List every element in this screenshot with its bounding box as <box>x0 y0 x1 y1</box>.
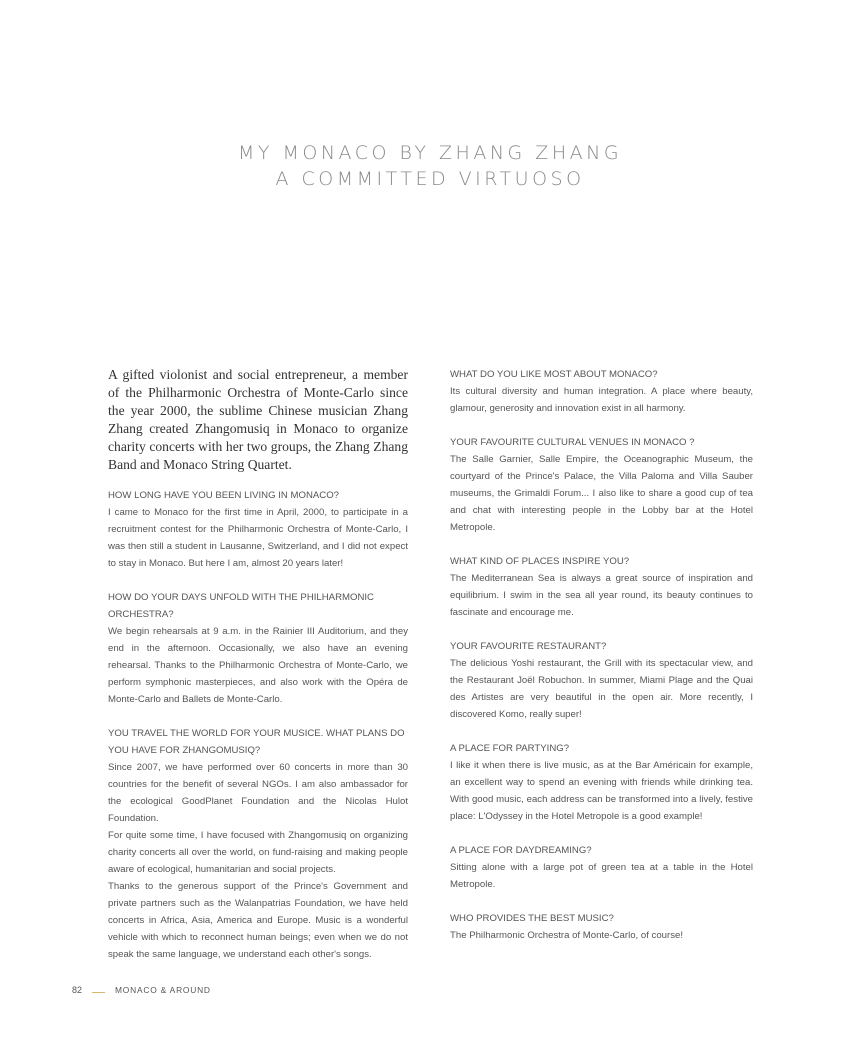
answer: The delicious Yoshi restaurant, the Grill with its spectacular view, and the Restaurant Joël Robuchon. In summer, Miami Plage and the Quai des Artistes are very beautiful in the open air. More recently, I discovered Komo, really super! <box>450 658 753 720</box>
section-name: MONACO & AROUND <box>115 985 211 995</box>
answer: I came to Monaco for the first time in April, 2000, to participate in a recruitment contest for the Philharmonic Orchestra of Monte-Carlo, I was then still a student in Lausanne, Switzerland, and I did not expect to stay in Monaco. But here I am, almost 20 years later! <box>108 507 408 569</box>
qa-block <box>108 589 408 708</box>
answer: The Philharmonic Orchestra of Monte-Carlo, of course! <box>450 930 684 941</box>
answer: The Mediterranean Sea is always a great source of inspiration and equilibrium. I swim in the sea all year round, its beauty continues to fascinate and encourage me. <box>450 573 753 618</box>
question: YOU TRAVEL THE WORLD FOR YOUR MUSICE. WHAT PLANS DO YOU HAVE FOR ZHANGOMUSIQ? <box>108 728 405 756</box>
qa-block <box>108 487 408 572</box>
answer: I like it when there is live music, as at the Bar Américain for example, an excellent way to spend an evening with friends while drinking tea. With good music, each address can be transformed into a lively, festive place: L'Odyssey in the Hotel Metropole is a good example! <box>450 760 753 822</box>
qa-block <box>450 638 753 723</box>
answer: Thanks to the generous support of the Prince's Government and private partners such as the Walanpatrias Foundation, we have held concerts in Africa, Asia, America and Europe. Music is a wonderful vehicle with which to reconnect human beings; even when we do not speak the same language, we understand each other's songs. <box>108 881 408 960</box>
question: WHO PROVIDES THE BEST MUSIC? <box>450 913 614 924</box>
footer-rule <box>92 992 105 993</box>
qa-block <box>450 366 753 417</box>
title-line-2: A COMMITTED VIRTUOSO <box>275 168 585 190</box>
left-qa-list <box>108 487 408 963</box>
question: WHAT KIND OF PLACES INSPIRE YOU? <box>450 556 630 567</box>
answer: For quite some time, I have focused with Zhangomusiq on organizing charity concerts all over the world, on fund-raising and making people aware of ecological, humanitarian and social projects. <box>108 830 408 875</box>
answer: Since 2007, we have performed over 60 concerts in more than 30 countries for the benefit of several NGOs. I am also ambassador for the ecological GoodPlanet Foundation and the Nicolas Hulot Foundation. <box>108 762 408 824</box>
left-column <box>108 366 408 980</box>
page-title <box>0 140 860 192</box>
page-footer <box>72 985 211 995</box>
answer: The Salle Garnier, Salle Empire, the Oceanographic Museum, the courtyard of the Prince's Palace, the Villa Paloma and Villa Sauber museums, the Grimaldi Forum... I also like to share a good cup of tea and chat with interesting people in the Lobby bar at the Hotel Metropole. <box>450 454 753 533</box>
intro-paragraph: A gifted violonist and social entrepreneur, a member of the Philharmonic Orchestra of Monte-Carlo since the year 2000, the sublime Chinese musician Zhang Zhang created Zhangomusiq in Monaco to organize charity concerts with her two groups, the Zhang Zhang Band and Monaco String Quartet. <box>108 367 408 472</box>
answer: Its cultural diversity and human integration. A place where beauty, glamour, generosity and innovation exist in all harmony. <box>450 386 753 414</box>
question: YOUR FAVOURITE CULTURAL VENUES IN MONACO ? <box>450 437 695 448</box>
qa-block <box>450 434 753 536</box>
question: YOUR FAVOURITE RESTAURANT? <box>450 641 607 652</box>
qa-block <box>108 725 408 963</box>
right-qa-list <box>450 366 753 944</box>
question: A PLACE FOR DAYDREAMING? <box>450 845 592 856</box>
right-column <box>450 366 753 961</box>
question: HOW LONG HAVE YOU BEEN LIVING IN MONACO? <box>108 490 340 501</box>
question: WHAT DO YOU LIKE MOST ABOUT MONACO? <box>450 369 658 380</box>
page-number: 82 <box>72 985 83 995</box>
answer: We begin rehearsals at 9 a.m. in the Rainier III Auditorium, and they end in the afternoon. Occasionally, we also have an evening rehearsal. Thanks to the Philharmonic Orchestra of Monte-Carlo, we perform symphonic masterpieces, and also work with the Opéra de Monte-Carlo and Ballets de Monte-Carlo. <box>108 626 408 705</box>
question: HOW DO YOUR DAYS UNFOLD WITH THE PHILHARMONIC ORCHESTRA? <box>108 592 374 620</box>
answer: Sitting alone with a large pot of green tea at a table in the Hotel Metropole. <box>450 862 753 890</box>
qa-block <box>450 910 753 944</box>
qa-block <box>450 553 753 621</box>
title-line-1: MY MONACO BY ZHANG ZHANG <box>237 142 623 164</box>
qa-block <box>450 842 753 893</box>
qa-block <box>450 740 753 825</box>
question: A PLACE FOR PARTYING? <box>450 743 570 754</box>
